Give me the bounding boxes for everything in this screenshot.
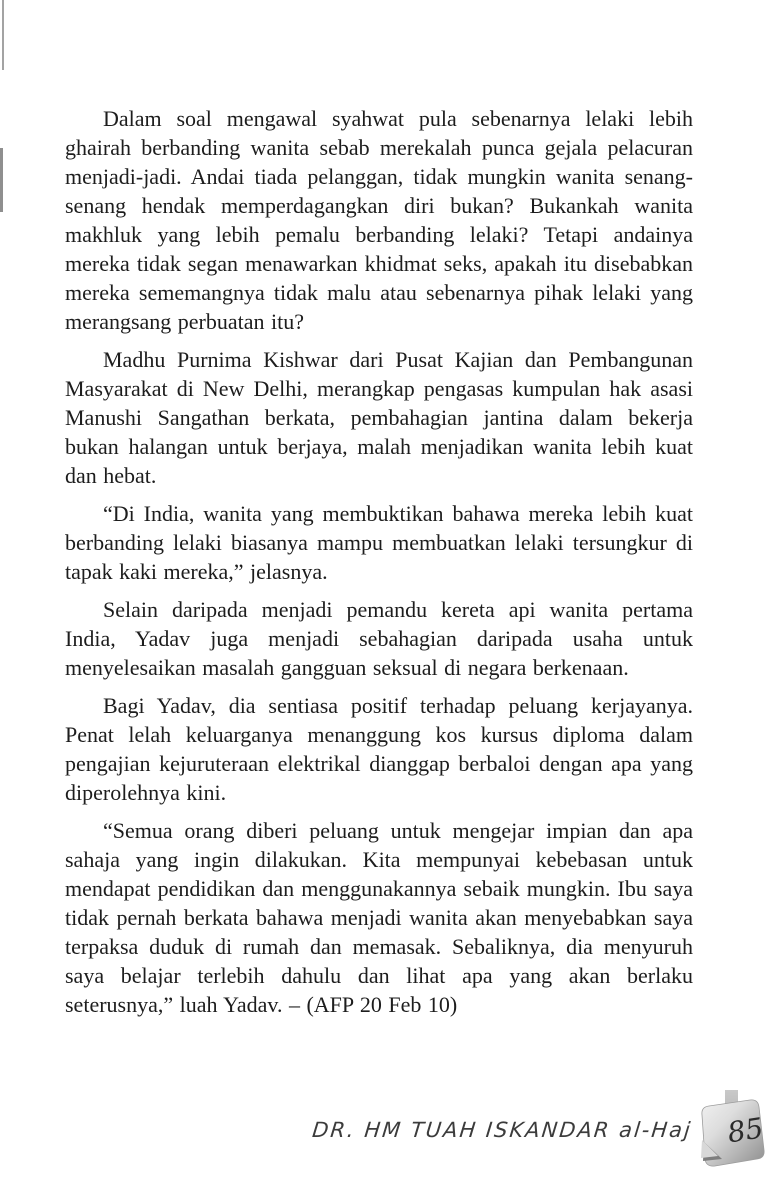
- page-number-note-icon: [692, 1088, 770, 1174]
- body-paragraph: “Di India, wanita yang membuktikan bahawa mereka lebih kuat berbanding lelaki biasanya mampu membuatkan lelaki tersungkur di tapak kaki mereka,” jelasnya.: [65, 501, 693, 584]
- scan-edge-line: [2, 0, 4, 70]
- body-paragraph: Madhu Purnima Kishwar dari Pusat Kajian dan Pembangunan Masyarakat di New Delhi, merangkap pengasas kumpulan hak asasi Manushi Sangathan berkata, pembahagian jantina dalam bekerja bukan halangan untuk berjaya, malah menjadikan wanita lebih kuat dan hebat.: [65, 347, 693, 488]
- page-number: 85: [725, 1111, 766, 1150]
- body-paragraph: Selain daripada menjadi pemandu kereta api wanita pertama India, Yadav juga menjadi sebahagian daripada usaha untuk menyelesaikan masalah gangguan seksual di negara berkenaan.: [65, 597, 693, 680]
- scan-edge-line: [0, 148, 3, 212]
- body-paragraph: Dalam soal mengawal syahwat pula sebenarnya lelaki lebih ghairah berbanding wanita sebab merekalah punca gejala pelacuran menjadi-jadi. Andai tiada pelanggan, tidak mungkin wanita senang-senang hendak memperdagangkan diri bukan? Bukankah wanita makhluk yang lebih pemalu berbanding lelaki? Tetapi andainya mereka tidak segan menawarkan khidmat seks, apakah itu disebabkan mereka sememangnya tidak malu atau sebenarnya pihak lelaki yang merangsang perbuatan itu?: [65, 106, 693, 334]
- page-body: [65, 0, 693, 1028]
- body-paragraph: “Semua orang diberi peluang untuk mengejar impian dan apa sahaja yang ingin dilakukan. Kita mempunyai kebebasan untuk mendapat pendidikan dan menggunakannya sebaik mungkin. Ibu saya tidak pernah berkata bahawa menjadi wanita akan menyebabkan saya terpaksa duduk di rumah dan memasak. Sebaliknya, dia menyuruh saya belajar terlebih dahulu dan lihat apa yang akan berlaku seterusnya,” luah Yadav. – (AFP 20 Feb 10): [65, 818, 693, 1017]
- footer-author-name: DR. HM TUAH ISKANDAR al-Haj: [311, 1118, 694, 1142]
- body-paragraph: Bagi Yadav, dia sentiasa positif terhadap peluang kerjayanya. Penat lelah keluarganya menanggung kos kursus diploma dalam pengajian kejuruteraan elektrikal dianggap berbaloi dengan apa yang diperolehnya kini.: [65, 693, 693, 805]
